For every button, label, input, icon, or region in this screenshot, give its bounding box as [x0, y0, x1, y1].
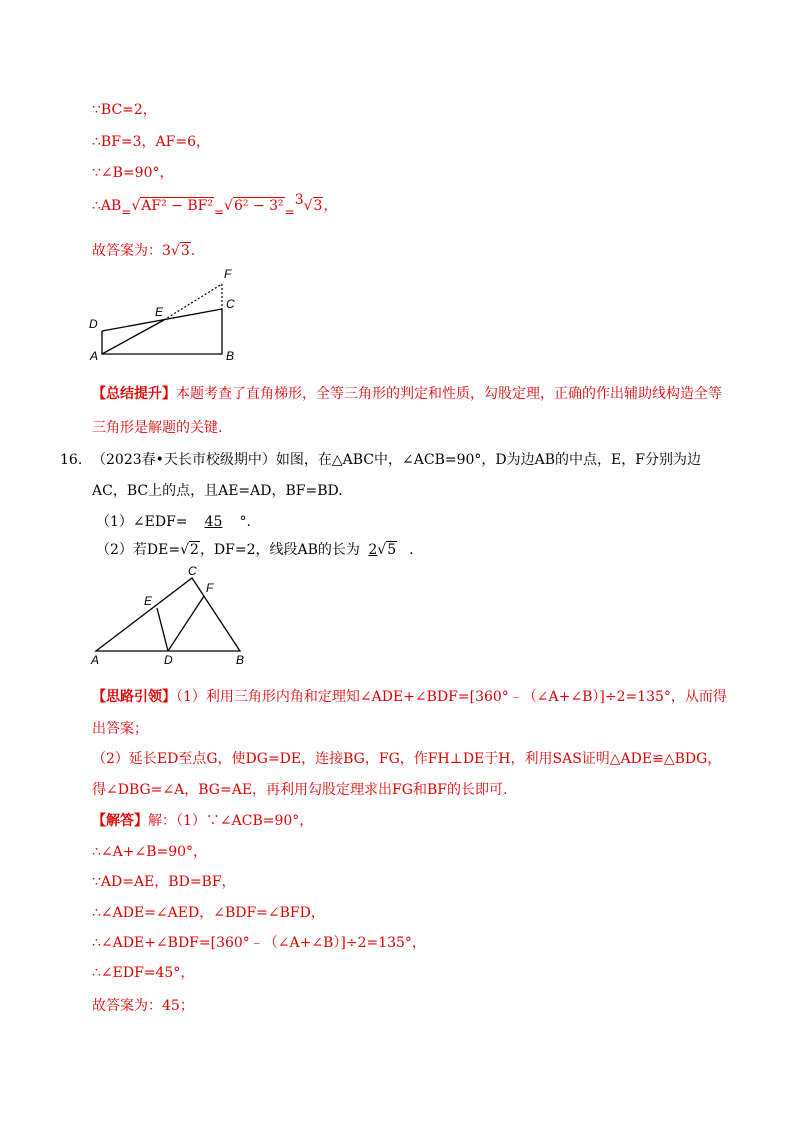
summary-line-2: 三角形是解题的关键. [92, 420, 223, 436]
solution-line-6: 故答案为：45； [92, 998, 194, 1014]
coef: 3 [294, 192, 304, 208]
part2-sqrt: √2 [180, 542, 199, 558]
label-c: C [188, 564, 197, 578]
solution-line-4: ∴∠ADE+∠BDF=[360°﹣（∠A+∠B）]÷2=135°， [92, 935, 426, 951]
solution-line-2: ∵AD=AE，BD=BF， [92, 874, 236, 890]
answer-line [92, 241, 195, 261]
proof-line-bc: ∵BC=2， [92, 102, 157, 118]
proof-line-bf-af: ∴BF=3，AF=6， [92, 134, 211, 150]
segment-de [157, 608, 168, 651]
sqrt-af-bf: √AF² − BF² [131, 198, 213, 214]
summary-line-1 [92, 384, 722, 404]
answer-period: . [190, 243, 196, 259]
label-d: D [164, 653, 173, 667]
eq-sign: = [284, 205, 295, 219]
segment-df [168, 596, 204, 651]
label-b: B [226, 349, 235, 363]
solution-text-0: 解：（1）∵∠ACB=90°， [148, 813, 314, 829]
hint-line-3: （2）延长ED至点G，使DG=DE，连接BG，FG，作FH⊥DE于H，利用SAS证明△ADE≌△BDG， [92, 751, 722, 767]
hint-tag: 【思路引领】 [92, 689, 176, 705]
hint-line-1 [92, 687, 727, 707]
figure-triangle [88, 563, 258, 673]
hint-line-4: 得∠DBG=∠A，BG=AE，再利用勾股定理求出FG和BF的长即可. [92, 782, 508, 798]
label-f: F [224, 267, 232, 281]
figure-trapezoid [86, 264, 246, 364]
solution-line-0 [92, 811, 313, 831]
ab-label: ∴AB [92, 198, 122, 214]
question-16-header [60, 450, 701, 470]
part2-mid: ，DF=2，线段AB的长为 [199, 542, 360, 558]
part2-answer: 2√5 [368, 542, 397, 558]
question-source: （2023春•天长市校级期中）如图，在△ABC中，∠ACB=90°，D为边AB的中点，E，F分别为边 [92, 452, 701, 468]
summary-text-1: 本题考查了直角梯形，全等三角形的判定和性质，勾股定理，正确的作出辅助线构造全等 [176, 386, 722, 402]
label-a: A [91, 653, 100, 667]
sqrt-6-3: √6² − 3² [224, 198, 284, 214]
solution-tag: 【解答】 [92, 813, 148, 829]
question-number: 16. [60, 452, 83, 468]
proof-line-ab [92, 192, 338, 219]
eq-sign: = [121, 205, 132, 219]
triangle-abc [96, 578, 240, 651]
label-c: C [226, 297, 235, 311]
question-part-2 [96, 540, 414, 560]
part2-suffix: . [409, 542, 414, 558]
part2-prefix: （2）若DE= [96, 542, 181, 558]
label-e: E [144, 594, 153, 608]
solution-line-5: ∴∠EDF=45°， [92, 965, 195, 981]
hint-text-1: （1）利用三角形内角和定理知∠ADE+∠BDF=[360°﹣（∠A+∠B）]÷2=135°，从而得 [176, 689, 727, 705]
answer-text: 故答案为：3 [92, 243, 171, 259]
label-e: E [155, 305, 164, 319]
label-d: D [89, 317, 98, 331]
label-f: F [206, 581, 214, 595]
part1-answer: 45 [204, 514, 223, 530]
sqrt-3: √3 [303, 198, 323, 214]
summary-tag: 【总结提升】 [92, 386, 176, 402]
answer-sqrt: √3 [170, 243, 190, 259]
part1-prefix: （1）∠EDF= [96, 514, 188, 530]
label-b: B [236, 653, 245, 667]
eq-sign: = [213, 205, 225, 219]
comma: ， [323, 198, 338, 214]
solution-line-1: ∴∠A+∠B=90°， [92, 844, 208, 860]
question-line-2: AC，BC上的点，且AE=AD，BF=BD. [92, 483, 343, 499]
label-a: A [90, 349, 99, 363]
hint-line-2: 出答案； [92, 721, 148, 737]
solution-line-3: ∴∠ADE=∠AED，∠BDF=∠BFD， [92, 905, 325, 921]
question-part-1 [96, 512, 251, 532]
part1-suffix: °. [239, 514, 251, 530]
proof-line-angle-b: ∵∠B=90°， [92, 165, 174, 181]
